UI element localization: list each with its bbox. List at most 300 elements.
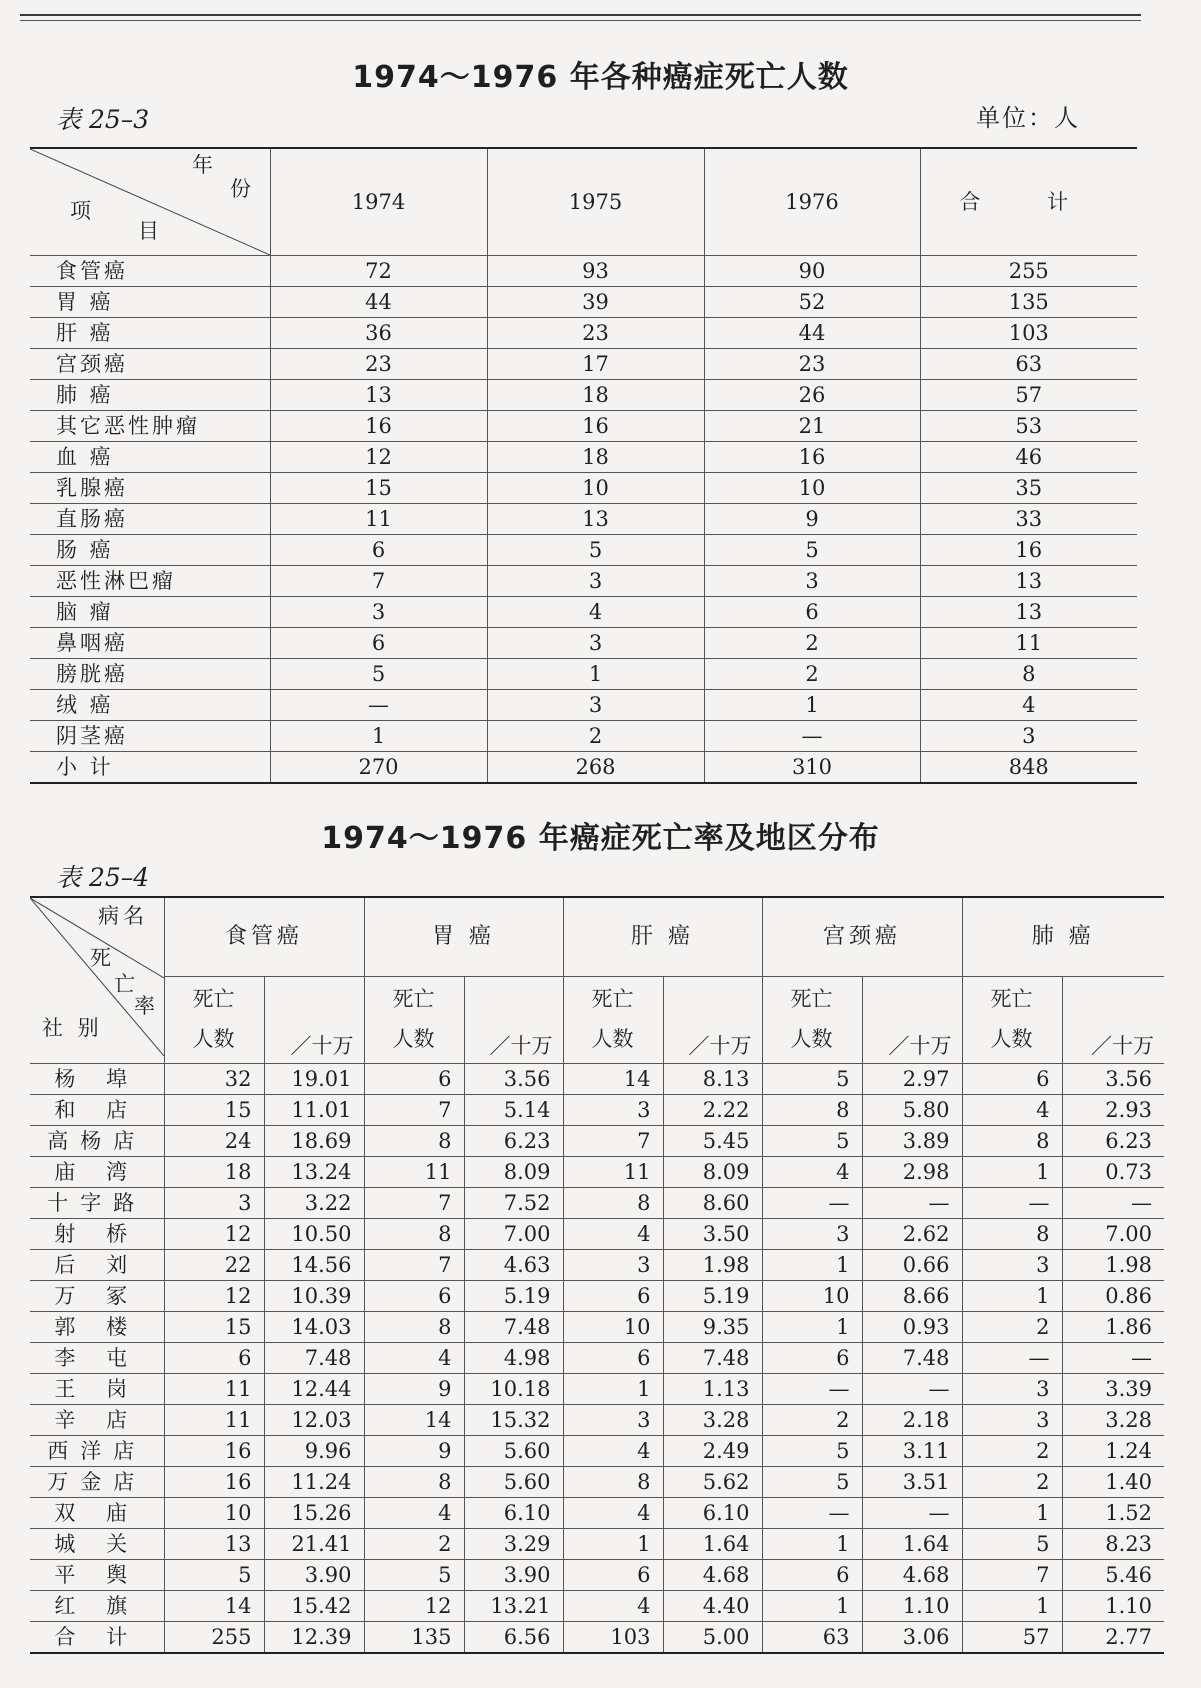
subheader-deaths <box>962 977 1062 1064</box>
table2-row <box>30 1467 1164 1498</box>
rate-cell: 6.56 <box>464 1622 563 1654</box>
cell-value: 3 <box>270 597 487 628</box>
cell-value: 10 <box>704 473 920 504</box>
row-label: 直肠癌 <box>30 504 270 535</box>
deaths-cell: 7 <box>962 1560 1062 1591</box>
rate-cell: 1.86 <box>1062 1312 1164 1343</box>
cell-value: 2 <box>704 659 920 690</box>
subheader-rate: ／十万 <box>464 977 563 1064</box>
deaths-cell: 8 <box>364 1126 464 1157</box>
deaths-cell: 7 <box>563 1126 663 1157</box>
rate-cell: 8.09 <box>464 1157 563 1188</box>
deaths-cell: 3 <box>164 1188 264 1219</box>
deaths-cell: 4 <box>563 1498 663 1529</box>
cell-value: 35 <box>920 473 1137 504</box>
rate-cell: 11.01 <box>264 1095 364 1126</box>
deaths-cell: 1 <box>962 1281 1062 1312</box>
rate-cell: 0.93 <box>862 1312 962 1343</box>
rate-cell: 6.23 <box>464 1126 563 1157</box>
deaths-cell: 2 <box>962 1467 1062 1498</box>
cell-value: 33 <box>920 504 1137 535</box>
rate-cell: 2.98 <box>862 1157 962 1188</box>
commune-label: 庙 湾 <box>30 1157 164 1188</box>
deaths-cell: 6 <box>364 1064 464 1095</box>
deaths-cell: 5 <box>762 1064 862 1095</box>
deaths-cell: 10 <box>164 1498 264 1529</box>
cell-value: 6 <box>270 535 487 566</box>
row-label: 血 癌 <box>30 442 270 473</box>
table2-row <box>30 1312 1164 1343</box>
cell-value: 3 <box>487 628 704 659</box>
deaths-cell: 4 <box>962 1095 1062 1126</box>
cell-value: 13 <box>487 504 704 535</box>
table2-title: 1974～1976 年癌症死亡率及地区分布 <box>321 821 880 856</box>
rate-cell: — <box>862 1498 962 1529</box>
deaths-cell: 14 <box>164 1591 264 1622</box>
commune-label: 双 庙 <box>30 1498 164 1529</box>
deaths-cell: 8 <box>563 1467 663 1498</box>
cell-value: 16 <box>704 442 920 473</box>
rate-cell: 7.00 <box>464 1219 563 1250</box>
rate-cell: 5.14 <box>464 1095 563 1126</box>
rate-cell: 15.26 <box>264 1498 364 1529</box>
subheader-deaths-line2: 人数 <box>790 1027 833 1051</box>
deaths-cell: 1 <box>962 1157 1062 1188</box>
deaths-cell: 3 <box>563 1405 663 1436</box>
rate-cell: 2.49 <box>663 1436 762 1467</box>
deaths-cell: — <box>762 1188 862 1219</box>
corner-commune: 社 别 <box>42 1016 103 1040</box>
rate-cell: 2.97 <box>862 1064 962 1095</box>
rate-cell: 5.80 <box>862 1095 962 1126</box>
rate-cell: 3.39 <box>1062 1374 1164 1405</box>
deaths-cell: 5 <box>762 1126 862 1157</box>
rate-cell: 6.23 <box>1062 1126 1164 1157</box>
rate-cell: 2.62 <box>862 1219 962 1250</box>
row-label: 肺 癌 <box>30 380 270 411</box>
cell-value: 3 <box>487 566 704 597</box>
rate-cell: — <box>1062 1343 1164 1374</box>
deaths-cell: 4 <box>364 1343 464 1374</box>
corner-disease: 病名 <box>98 904 148 928</box>
rate-cell: 7.48 <box>862 1343 962 1374</box>
commune-label: 李 屯 <box>30 1343 164 1374</box>
cell-value: 5 <box>704 535 920 566</box>
subheader-deaths <box>364 977 464 1064</box>
table1-row <box>30 566 1137 597</box>
deaths-cell: 6 <box>563 1343 663 1374</box>
commune-label: 高杨店 <box>30 1126 164 1157</box>
table2 <box>30 896 1164 1654</box>
cell-value: 53 <box>920 411 1137 442</box>
table2-row <box>30 1529 1164 1560</box>
deaths-cell: 3 <box>563 1095 663 1126</box>
deaths-cell: 11 <box>164 1405 264 1436</box>
deaths-cell: 11 <box>364 1157 464 1188</box>
cell-value: 103 <box>920 318 1137 349</box>
col-header-1975: 1975 <box>487 148 704 256</box>
deaths-cell: 4 <box>762 1157 862 1188</box>
cell-value: 2 <box>487 721 704 752</box>
rate-cell: 4.68 <box>663 1560 762 1591</box>
cell-value: 46 <box>920 442 1137 473</box>
table2-row <box>30 1405 1164 1436</box>
cell-value: 9 <box>704 504 920 535</box>
deaths-cell: 1 <box>762 1529 862 1560</box>
deaths-cell: 7 <box>364 1095 464 1126</box>
deaths-cell: 2 <box>962 1436 1062 1467</box>
commune-label: 和 店 <box>30 1095 164 1126</box>
corner-item-1: 项 <box>70 199 91 223</box>
subheader-deaths-line1: 死亡 <box>990 987 1033 1012</box>
rate-cell: 1.10 <box>862 1591 962 1622</box>
table1-row <box>30 690 1137 721</box>
corner-year-2: 份 <box>230 177 251 201</box>
deaths-cell: 2 <box>962 1312 1062 1343</box>
subheader-deaths-line1: 死亡 <box>392 987 435 1012</box>
deaths-cell: 6 <box>164 1343 264 1374</box>
table2-row <box>30 1498 1164 1529</box>
row-label: 肠 癌 <box>30 535 270 566</box>
cell-value: 12 <box>270 442 487 473</box>
rate-cell: 3.90 <box>264 1560 364 1591</box>
deaths-cell: 6 <box>563 1560 663 1591</box>
rate-cell: 1.13 <box>663 1374 762 1405</box>
cell-value: 17 <box>487 349 704 380</box>
group-header-esophageal: 食管癌 <box>164 897 364 977</box>
commune-label: 红 旗 <box>30 1591 164 1622</box>
commune-label: 平 舆 <box>30 1560 164 1591</box>
cell-value: 39 <box>487 287 704 318</box>
cell-value: 13 <box>270 380 487 411</box>
deaths-cell: 6 <box>364 1281 464 1312</box>
table2-row <box>30 1622 1164 1654</box>
rate-cell: 4.98 <box>464 1343 563 1374</box>
rate-cell: 0.66 <box>862 1250 962 1281</box>
cell-value: 18 <box>487 380 704 411</box>
cell-value: 44 <box>704 318 920 349</box>
deaths-cell: 255 <box>164 1622 264 1654</box>
deaths-cell: 6 <box>962 1064 1062 1095</box>
cell-value: 11 <box>270 504 487 535</box>
table2-row <box>30 1374 1164 1405</box>
deaths-cell: 63 <box>762 1622 862 1654</box>
commune-label: 郭 楼 <box>30 1312 164 1343</box>
corner-year-1: 年 <box>192 153 213 177</box>
deaths-cell: 3 <box>563 1250 663 1281</box>
rate-cell: 7.52 <box>464 1188 563 1219</box>
cell-value: 2 <box>704 628 920 659</box>
cell-value: 1 <box>270 721 487 752</box>
cell-value: 3 <box>920 721 1137 752</box>
deaths-cell: 135 <box>364 1622 464 1654</box>
rate-cell: 21.41 <box>264 1529 364 1560</box>
table2-label: 表 25–4 <box>56 863 150 892</box>
rate-cell: 3.90 <box>464 1560 563 1591</box>
cell-value: 44 <box>270 287 487 318</box>
cell-value: 848 <box>920 752 1137 784</box>
deaths-cell: — <box>962 1188 1062 1219</box>
deaths-cell: 11 <box>164 1374 264 1405</box>
row-label: 脑 瘤 <box>30 597 270 628</box>
rate-cell: 1.64 <box>862 1529 962 1560</box>
table1-row <box>30 628 1137 659</box>
deaths-cell: 32 <box>164 1064 264 1095</box>
rate-cell: 7.00 <box>1062 1219 1164 1250</box>
cell-value: 135 <box>920 287 1137 318</box>
deaths-cell: 11 <box>563 1157 663 1188</box>
deaths-cell: 1 <box>762 1591 862 1622</box>
table2-row <box>30 1188 1164 1219</box>
cell-value: 16 <box>487 411 704 442</box>
rate-cell: 5.00 <box>663 1622 762 1654</box>
deaths-cell: 8 <box>364 1219 464 1250</box>
rate-cell: 6.10 <box>663 1498 762 1529</box>
subheader-deaths <box>762 977 862 1064</box>
corner-death-2: 亡 <box>114 972 139 996</box>
cell-value: 23 <box>704 349 920 380</box>
cell-value: 11 <box>920 628 1137 659</box>
cell-value: 5 <box>270 659 487 690</box>
rate-cell: 12.03 <box>264 1405 364 1436</box>
rate-cell: 1.40 <box>1062 1467 1164 1498</box>
group-header-stomach: 胃 癌 <box>364 897 563 977</box>
cell-value: 21 <box>704 411 920 442</box>
table2-row <box>30 1343 1164 1374</box>
rate-cell: 7.48 <box>464 1312 563 1343</box>
table1-row <box>30 349 1137 380</box>
cell-value: 63 <box>920 349 1137 380</box>
rate-cell: 8.23 <box>1062 1529 1164 1560</box>
deaths-cell: 4 <box>563 1219 663 1250</box>
deaths-cell: 5 <box>164 1560 264 1591</box>
commune-label: 后 刘 <box>30 1250 164 1281</box>
cell-value: 4 <box>920 690 1137 721</box>
subheader-deaths <box>164 977 264 1064</box>
cell-value: 4 <box>487 597 704 628</box>
rate-cell: 5.62 <box>663 1467 762 1498</box>
deaths-cell: 6 <box>762 1560 862 1591</box>
cell-value: 255 <box>920 256 1137 287</box>
cell-value: — <box>704 721 920 752</box>
col-header-1974: 1974 <box>270 148 487 256</box>
deaths-cell: 1 <box>563 1529 663 1560</box>
rate-cell: 14.56 <box>264 1250 364 1281</box>
rate-cell: 10.39 <box>264 1281 364 1312</box>
table2-row <box>30 1219 1164 1250</box>
row-label: 胃 癌 <box>30 287 270 318</box>
deaths-cell: — <box>762 1498 862 1529</box>
cell-value: 57 <box>920 380 1137 411</box>
rate-cell: 5.45 <box>663 1126 762 1157</box>
rate-cell: 18.69 <box>264 1126 364 1157</box>
cell-value: 23 <box>487 318 704 349</box>
table2-row <box>30 1591 1164 1622</box>
table2-row <box>30 1095 1164 1126</box>
table1-row <box>30 318 1137 349</box>
rate-cell: — <box>862 1374 962 1405</box>
row-label: 恶性淋巴瘤 <box>30 566 270 597</box>
deaths-cell: 14 <box>364 1405 464 1436</box>
deaths-cell: 12 <box>364 1591 464 1622</box>
rate-cell: 19.01 <box>264 1064 364 1095</box>
rate-cell: 2.93 <box>1062 1095 1164 1126</box>
cell-value: 3 <box>487 690 704 721</box>
deaths-cell: 12 <box>164 1219 264 1250</box>
rate-cell: 14.03 <box>264 1312 364 1343</box>
subheader-deaths-line2: 人数 <box>392 1027 435 1051</box>
commune-label: 射 桥 <box>30 1219 164 1250</box>
rate-cell: 4.40 <box>663 1591 762 1622</box>
table1-label: 表 25–3 <box>56 105 150 134</box>
deaths-cell: 10 <box>563 1312 663 1343</box>
commune-label: 杨 埠 <box>30 1064 164 1095</box>
subheader-rate: ／十万 <box>663 977 762 1064</box>
deaths-cell: 1 <box>762 1312 862 1343</box>
subheader-deaths-line2: 人数 <box>591 1027 634 1051</box>
table2-row <box>30 1281 1164 1312</box>
cell-value: 3 <box>704 566 920 597</box>
table1-row <box>30 256 1137 287</box>
deaths-cell: 8 <box>364 1312 464 1343</box>
table1-row <box>30 721 1137 752</box>
commune-label: 万 冢 <box>30 1281 164 1312</box>
table1-row <box>30 752 1137 784</box>
table2-row <box>30 1157 1164 1188</box>
row-label: 其它恶性肿瘤 <box>30 411 270 442</box>
deaths-cell: 8 <box>563 1188 663 1219</box>
deaths-cell: 5 <box>962 1529 1062 1560</box>
deaths-cell: 4 <box>563 1436 663 1467</box>
rate-cell: 10.50 <box>264 1219 364 1250</box>
deaths-cell: 18 <box>164 1157 264 1188</box>
rate-cell: 2.77 <box>1062 1622 1164 1654</box>
group-header-lung: 肺 癌 <box>962 897 1164 977</box>
cell-value: 93 <box>487 256 704 287</box>
group-header-liver: 肝 癌 <box>563 897 762 977</box>
table1-row <box>30 659 1137 690</box>
table1-row <box>30 473 1137 504</box>
cell-value: 26 <box>704 380 920 411</box>
row-label: 阴茎癌 <box>30 721 270 752</box>
commune-label: 西洋店 <box>30 1436 164 1467</box>
corner-rate: 率 <box>134 994 159 1018</box>
table1-corner-header <box>30 148 270 256</box>
cell-value: 52 <box>704 287 920 318</box>
deaths-cell: 1 <box>962 1591 1062 1622</box>
deaths-cell: 1 <box>762 1250 862 1281</box>
rate-cell: 12.39 <box>264 1622 364 1654</box>
rate-cell: 15.32 <box>464 1405 563 1436</box>
rate-cell: 3.56 <box>464 1064 563 1095</box>
deaths-cell: 22 <box>164 1250 264 1281</box>
rate-cell: 4.63 <box>464 1250 563 1281</box>
rate-cell: 15.42 <box>264 1591 364 1622</box>
rate-cell: 3.11 <box>862 1436 962 1467</box>
deaths-cell: 15 <box>164 1312 264 1343</box>
cell-value: 16 <box>270 411 487 442</box>
deaths-cell: 6 <box>762 1343 862 1374</box>
rate-cell: 3.06 <box>862 1622 962 1654</box>
deaths-cell: 5 <box>364 1560 464 1591</box>
rate-cell: 6.10 <box>464 1498 563 1529</box>
subheader-rate: ／十万 <box>1062 977 1164 1064</box>
rate-cell: 5.60 <box>464 1467 563 1498</box>
deaths-cell: 103 <box>563 1622 663 1654</box>
col-header-1976: 1976 <box>704 148 920 256</box>
deaths-cell: 4 <box>563 1591 663 1622</box>
deaths-cell: 7 <box>364 1250 464 1281</box>
rate-cell: — <box>862 1188 962 1219</box>
deaths-cell: 7 <box>364 1188 464 1219</box>
deaths-cell: 4 <box>364 1498 464 1529</box>
deaths-cell: 1 <box>962 1498 1062 1529</box>
table2-row <box>30 1250 1164 1281</box>
deaths-cell: 1 <box>563 1374 663 1405</box>
rate-cell: 13.24 <box>264 1157 364 1188</box>
rate-cell: 3.89 <box>862 1126 962 1157</box>
table1-row <box>30 442 1137 473</box>
deaths-cell: 2 <box>364 1529 464 1560</box>
deaths-cell: 12 <box>164 1281 264 1312</box>
deaths-cell: 8 <box>762 1095 862 1126</box>
row-label: 膀胱癌 <box>30 659 270 690</box>
deaths-cell: 16 <box>164 1436 264 1467</box>
table1-title: 1974～1976 年各种癌症死亡人数 <box>352 60 849 95</box>
rate-cell: 7.48 <box>264 1343 364 1374</box>
rate-cell: 3.56 <box>1062 1064 1164 1095</box>
deaths-cell: 5 <box>762 1467 862 1498</box>
cell-value: 5 <box>487 535 704 566</box>
cell-value: 7 <box>270 566 487 597</box>
cell-value: 8 <box>920 659 1137 690</box>
deaths-cell: 6 <box>563 1281 663 1312</box>
rate-cell: 8.09 <box>663 1157 762 1188</box>
deaths-cell: 16 <box>164 1467 264 1498</box>
row-label: 食管癌 <box>30 256 270 287</box>
rate-cell: 0.86 <box>1062 1281 1164 1312</box>
rate-cell: 2.22 <box>663 1095 762 1126</box>
rate-cell: — <box>1062 1188 1164 1219</box>
rate-cell: 5.60 <box>464 1436 563 1467</box>
deaths-cell: — <box>962 1343 1062 1374</box>
page-header-rule <box>20 14 1141 21</box>
table2-row <box>30 1436 1164 1467</box>
subheader-deaths-line1: 死亡 <box>192 987 235 1012</box>
rate-cell: 1.64 <box>663 1529 762 1560</box>
deaths-cell: 3 <box>762 1219 862 1250</box>
corner-death-1: 死 <box>90 946 115 970</box>
row-label: 乳腺癌 <box>30 473 270 504</box>
cell-value: 90 <box>704 256 920 287</box>
deaths-cell: 15 <box>164 1095 264 1126</box>
row-label: 宫颈癌 <box>30 349 270 380</box>
rate-cell: 0.73 <box>1062 1157 1164 1188</box>
rate-cell: 1.10 <box>1062 1591 1164 1622</box>
commune-label: 十字路 <box>30 1188 164 1219</box>
table1-row <box>30 380 1137 411</box>
rate-cell: 1.98 <box>663 1250 762 1281</box>
cell-value: 13 <box>920 597 1137 628</box>
table2-row <box>30 1064 1164 1095</box>
commune-label: 辛 店 <box>30 1405 164 1436</box>
deaths-cell: 9 <box>364 1436 464 1467</box>
commune-label: 城 关 <box>30 1529 164 1560</box>
table1-unit: 单位：人 <box>976 104 1080 132</box>
deaths-cell: 13 <box>164 1529 264 1560</box>
deaths-cell: 8 <box>364 1467 464 1498</box>
rate-cell: 2.18 <box>862 1405 962 1436</box>
